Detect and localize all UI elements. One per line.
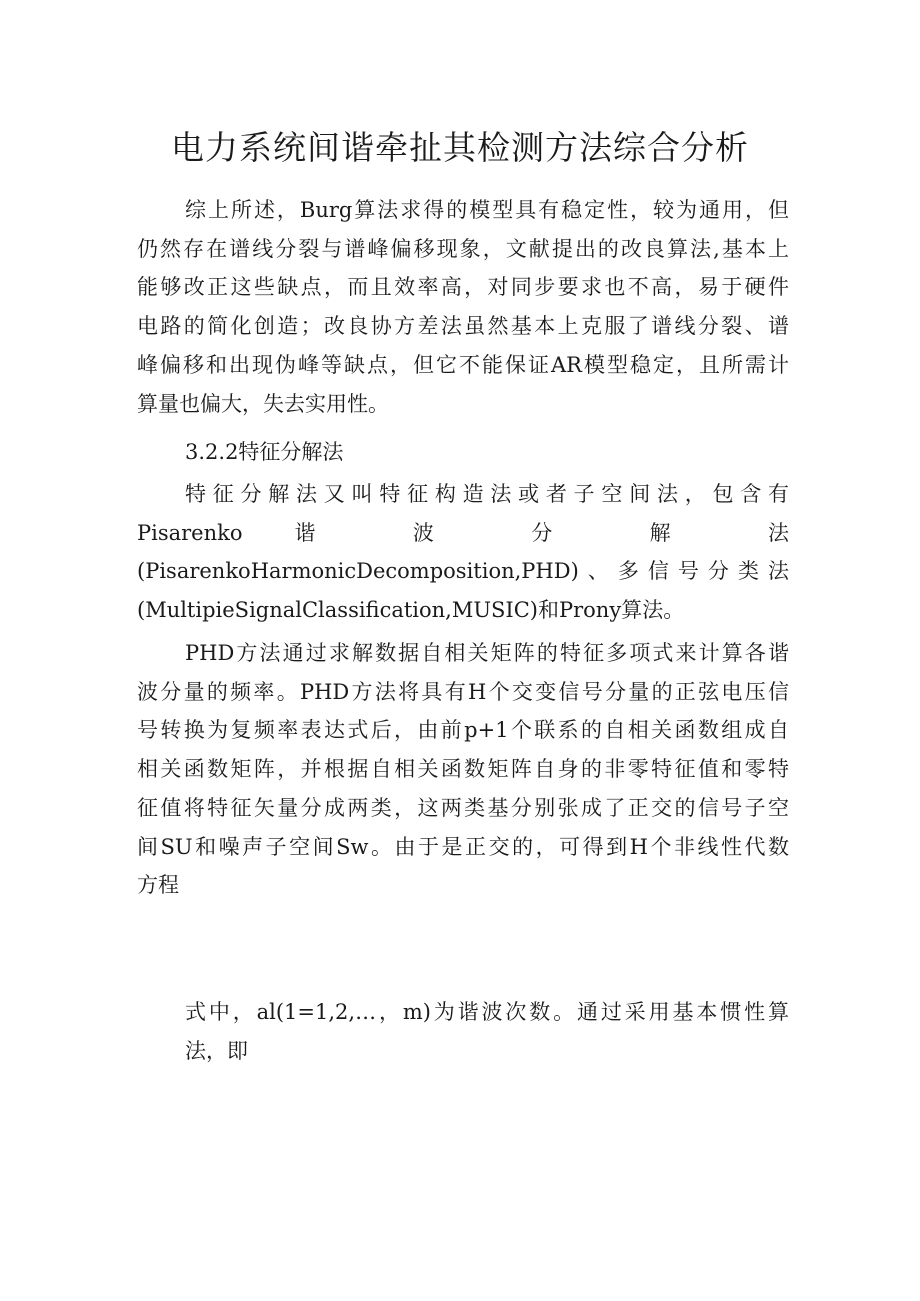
paragraph-harmonic-order: [185, 993, 789, 1070]
text-line: 仍然存在谱线分裂与谱峰偏移现象，文献提出的改良算法,基本上: [137, 236, 789, 261]
text-line: 间SU和噪声子空间Sw。由于是正交的，可得到H个非线性代数: [137, 834, 789, 859]
text-line: Pisarenko 谐 波 分 解 法: [137, 520, 789, 545]
text-line: 算量也偏大，失去实用性。: [137, 391, 389, 416]
text-line: 峰偏移和出现伪峰等缺点，但它不能保证AR模型稳定，且所需计: [137, 352, 789, 377]
text-line: 法，即: [185, 1038, 248, 1063]
text-line: (PisarenkoHarmonicDecomposition,PHD)、多信号分类法: [137, 559, 789, 584]
text-line: 式中，al(1=1,2,…，m)为谐波次数。通过采用基本惯性算: [185, 1000, 789, 1024]
paragraph-phd-method: [137, 634, 789, 905]
text-line: 号转换为复频率表达式后，由前p+1个联系的自相关函数组成自: [137, 718, 789, 743]
text-line: (MultipieSignalClassification,MUSIC)和Prony算法。: [137, 598, 685, 623]
text-line: 波分量的频率。PHD方法将具有H个交变信号分量的正弦电压信: [137, 679, 789, 704]
text-line: PHD方法通过求解数据自相关矩阵的特征多项式来计算各谐: [185, 641, 789, 665]
text-line: 综上所述，Burg算法求得的模型具有稳定性，较为通用，但: [185, 198, 789, 222]
text-line: 相关函数矩阵，并根据自相关函数矩阵自身的非零特征值和零特: [137, 757, 789, 782]
paragraph-burg-summary: [137, 191, 789, 423]
section-heading: 3.2.2特征分解法: [185, 440, 344, 464]
text-line: 征值将特征矢量分成两类，这两类基分别张成了正交的信号子空: [137, 795, 789, 820]
text-line: 方程: [137, 873, 179, 898]
document-title: 电力系统间谐牵扯其检测方法综合分析: [171, 128, 749, 167]
text-line: 能够改正这些缺点，而且效率高，对同步要求也不高，易于硬件: [137, 275, 789, 300]
paragraph-eigen-decomposition: [137, 475, 789, 630]
text-line: 电路的简化创造；改良协方差法虽然基本上克服了谱线分裂、谱: [137, 314, 789, 339]
text-line: 特征分解法又叫特征构造法或者子空间法，包含有: [185, 482, 789, 506]
